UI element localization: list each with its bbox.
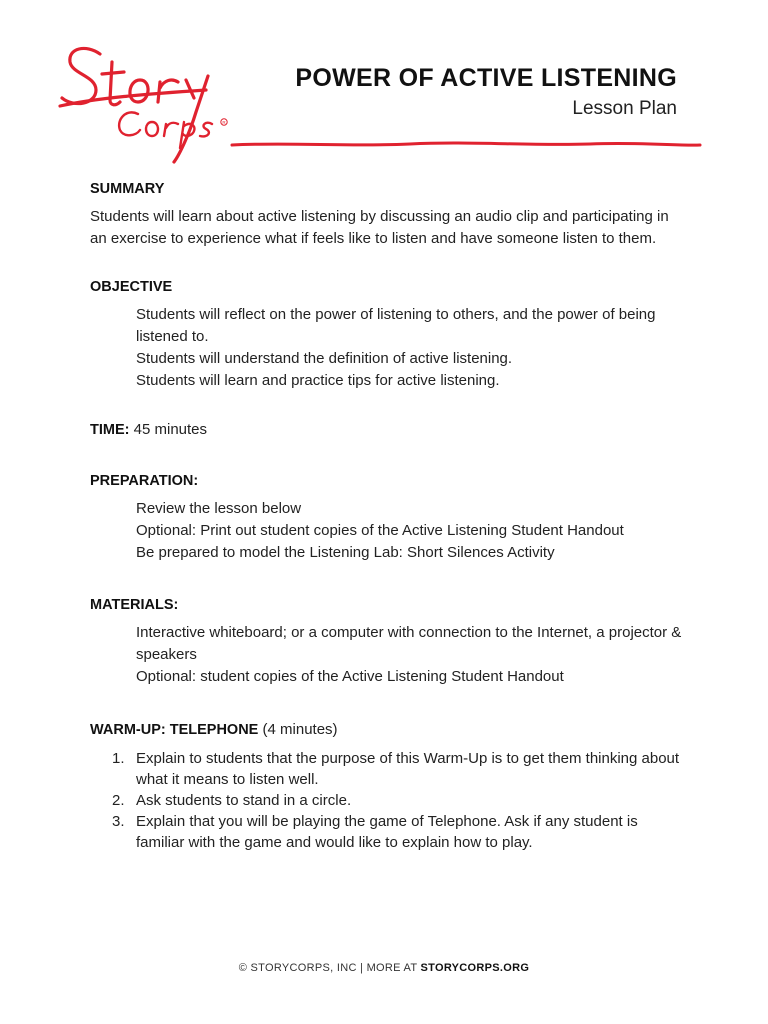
header-underline [230, 134, 702, 154]
list-item: Optional: Print out student copies of the Active Listening Student Handout [136, 522, 624, 539]
time-line [90, 420, 686, 440]
svg-text:R: R [222, 120, 226, 125]
list-item: Interactive whiteboard; or a computer with connection to the Internet, a projector & speakers [136, 624, 682, 663]
list-item: Review the lesson below [136, 500, 302, 517]
list-item: Students will learn and practice tips for active listening. [136, 372, 500, 389]
step-number: 3. [112, 813, 125, 830]
list-item [90, 748, 686, 790]
preparation-list [90, 498, 686, 564]
lesson-content [90, 180, 686, 853]
summary-text: Students will learn about active listening by discussing an audio clip and participating in an exercise to experience what if feels like to listen and have someone listen to them. [90, 208, 669, 247]
materials-section [90, 596, 686, 688]
preparation-section [90, 472, 686, 564]
footer-copyright: © STORYCORPS, INC | MORE AT [238, 962, 418, 974]
list-item: Students will understand the definition of active listening. [136, 350, 513, 367]
warmup-heading-line [90, 720, 686, 740]
preparation-heading: PREPARATION: [90, 473, 199, 489]
list-item: Be prepared to model the Listening Lab: Short Silences Activity [136, 544, 555, 561]
summary-section [90, 180, 686, 250]
step-text: Explain to students that the purpose of this Warm-Up is to get them thinking about what it means to listen well. [136, 750, 680, 788]
objective-heading: OBJECTIVE [90, 279, 173, 295]
materials-list [90, 622, 686, 688]
list-item: Students will reflect on the power of listening to others, and the power of being listened to. [136, 306, 656, 345]
storycorps-logo [56, 36, 256, 168]
page-subtitle: Lesson Plan [572, 98, 677, 119]
warmup-heading: WARM-UP: TELEPHONE [90, 722, 259, 738]
objective-section [90, 278, 686, 392]
time-value: 45 minutes [133, 421, 208, 438]
step-number: 2. [112, 792, 125, 809]
time-label: TIME: [90, 422, 130, 438]
summary-heading: SUMMARY [90, 181, 165, 197]
page-footer [0, 962, 768, 974]
list-item [90, 790, 686, 811]
warmup-section [90, 720, 686, 853]
warmup-steps [90, 748, 686, 853]
materials-heading: MATERIALS: [90, 597, 179, 613]
step-number: 1. [112, 750, 125, 767]
warmup-duration: (4 minutes) [262, 721, 338, 738]
footer-link[interactable]: STORYCORPS.ORG [420, 962, 530, 974]
list-item: Optional: student copies of the Active Listening Student Handout [136, 668, 564, 685]
step-text: Ask students to stand in a circle. [136, 792, 352, 809]
list-item [90, 811, 686, 853]
step-text: Explain that you will be playing the game of Telephone. Ask if any student is familiar with the game and would like to explain how to play. [136, 813, 638, 851]
objective-list [90, 304, 686, 392]
page-title: POWER OF ACTIVE LISTENING [295, 64, 677, 92]
